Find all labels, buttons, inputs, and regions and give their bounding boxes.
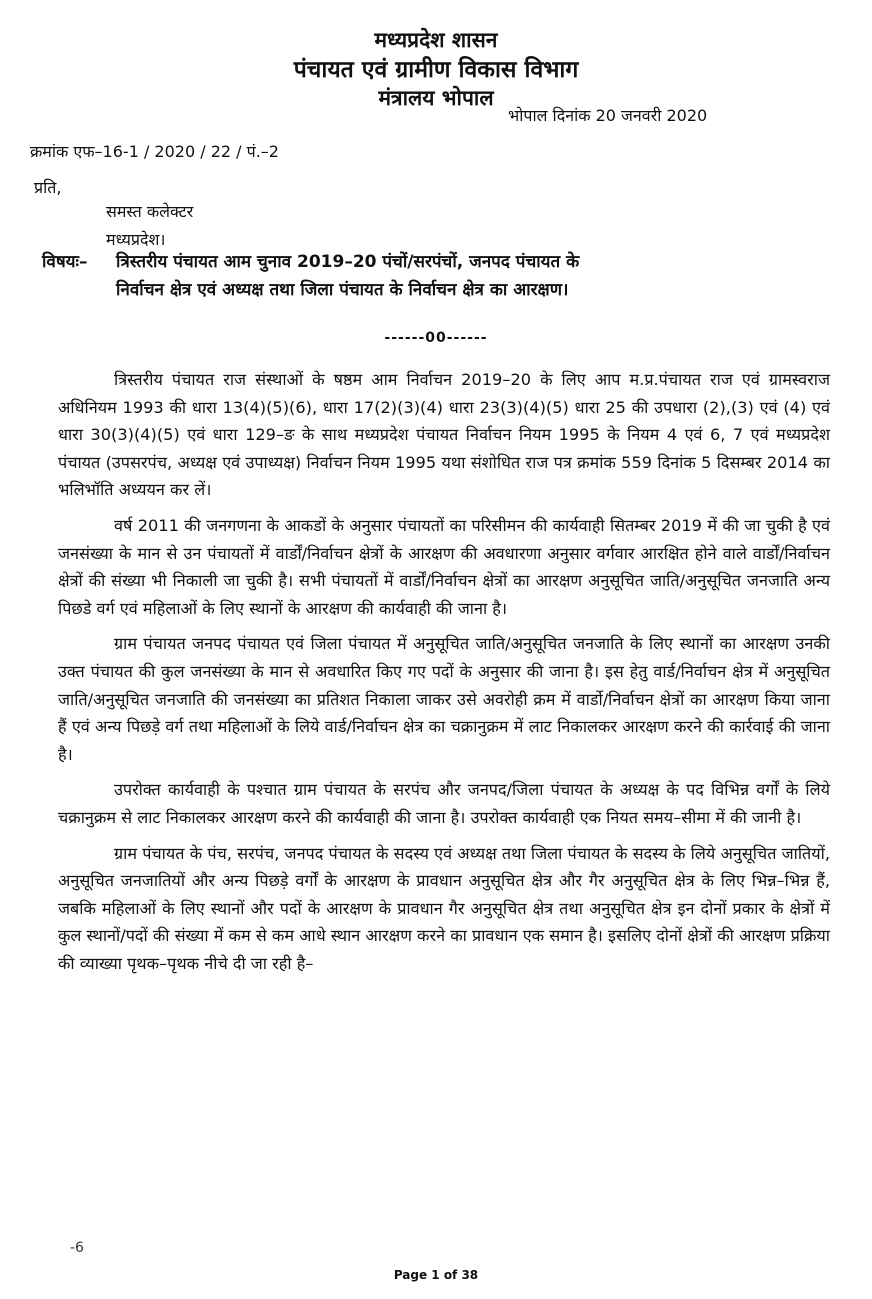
subject-line2: निर्वाचन क्षेत्र एवं अध्यक्ष तथा जिला पंचायत के निर्वाचन क्षेत्र का आरक्षण। (116, 280, 569, 300)
section-divider: ------00------ (384, 330, 488, 346)
govt-heading: मध्यप्रदेश शासन (374, 28, 498, 52)
prati-label: प्रति, (34, 178, 62, 197)
paragraph: ग्राम पंचायत के पंच, सरपंच, जनपद पंचायत के सदस्य एवं अध्यक्ष तथा जिला पंचायत के सदस्य के लिये अनुसूचित जातियों, अनुसूचित जनजातियों और अन्य पिछड़े वर्गों के आरक्षण के प्रावधान अनुसूचित क्षेत्र और गैर अनुसूचित क्षेत्र के लिए भिन्न–भिन्न हैं, जबकि महिलाओं के लिए स्थानों और पदों के आरक्षण के प्रावधान गैर अनुसूचित क्षेत्र तथा अनुसूचित क्षेत्र इन दोनों प्रकार के क्षेत्रों में कुल स्थानों/पदों की संख्या में कम से कम आधे स्थान आरक्षण करने का प्रावधान एक समान है। इसलिए दोनों क्षेत्रों की आरक्षण प्रक्रिया की व्याख्या पृथक–पृथक नीचे दी जा रही है– (58, 843, 830, 973)
issue-date: भोपाल दिनांक 20 जनवरी 2020 (508, 106, 708, 125)
addressee-line2: मध्यप्रदेश। (106, 230, 166, 249)
ministry-heading: मंत्रालय भोपाल (378, 86, 494, 110)
subject-label: विषयः– (42, 252, 88, 272)
initial-mark: -6 (70, 1240, 84, 1256)
paragraph: त्रिस्तरीय पंचायत राज संस्थाओं के षष्ठम आम निर्वाचन 2019–20 के लिए आप म.प्र.पंचायत राज एवं ग्रामस्वराज अधिनियम 1993 की धारा 13(4)(5)(6), धारा 17(2)(3)(4) धारा 23(3)(4)(5) धारा 25 की उपधारा (2),(3) एवं (4) एवं धारा 30(3)(4)(5) एवं धारा 129–ङ के साथ मध्यप्रदेश पंचायत निर्वाचन नियम 1995 के नियम 4 एवं 6, 7 एवं मध्यप्रदेश पंचायत (उपसरपंच, अध्यक्ष एवं उपाध्यक्ष) निर्वाचन नियम 1995 यथा संशोधित राज पत्र क्रमांक 559 दिनांक 5 दिसम्बर 2014 का भलिभॉति अध्ययन कर लें। (58, 370, 830, 500)
reference-number: क्रमांक एफ–16-1 / 2020 / 22 / पं.–2 (30, 142, 279, 161)
paragraph: उपरोक्त कार्यवाही के पश्चात ग्राम पंचायत के सरपंच और जनपद/जिला पंचायत के अध्यक्ष के पद विभिन्न वर्गों के लिये चक्रानुक्रम से लाट निकालकर आरक्षण करने की कार्यवाही की जाना है। उपरोक्त कार्यवाही एक नियत समय–सीमा में की जानी है। (58, 780, 830, 827)
page-number: Page 1 of 38 (393, 1268, 479, 1282)
subject-line1: त्रिस्तरीय पंचायत आम चुनाव 2019–20 पंचों/सरपंचों, जनपद पंचायत के (116, 252, 580, 272)
letter-body (58, 366, 830, 985)
paragraph: वर्ष 2011 की जनगणना के आकडों के अनुसार पंचायतों का परिसीमन की कार्यवाही सितम्बर 2019 में की जा चुकी है एवं जनसंख्या के मान से उन पंचायतों में वार्डों/निर्वाचन क्षेत्रों के आरक्षण की अवधारणा अनुसार वर्गवार आरक्षित होने वाले वार्डों/निर्वाचन क्षेत्रों की संख्या भी निकाली जा चुकी है। सभी पंचायतों में वार्डों/निर्वाचन क्षेत्रों का आरक्षण अनुसूचित जाति/अनुसूचित जनजाति अन्य पिछडे वर्ग एवं महिलाओं के लिए स्थानों के आरक्षण की कार्यवाही की जाना है। (58, 515, 830, 618)
paragraph: ग्राम पंचायत जनपद पंचायत एवं जिला पंचायत में अनुसूचित जाति/अनुसूचित जनजाति के लिए स्थानों का आरक्षण उनकी उक्त पंचायत की कुल जनसंख्या के मान से अवधारित किए गए पदों के अनुसार की जाना है। इस हेतु वार्ड/निर्वाचन क्षेत्र में अनुसूचित जाति/अनुसूचित जनजाति की जनसंख्या का प्रतिशत निकाला जाकर उसे अवरोही क्रम में वार्डो/निर्वाचन क्षेत्रों का आरक्षण किया जाना हैं एवं अन्य पिछड़े वर्ग तथा महिलाओं के लिये वार्ड/निर्वाचन क्षेत्र का चक्रानुक्रम में लाट निकालकर आरक्षण करने की कार्रवाई की जाना है। (58, 634, 830, 764)
addressee-line1: समस्त कलेक्टर (106, 202, 194, 221)
department-heading: पंचायत एवं ग्रामीण विकास विभाग (293, 57, 579, 83)
subject-block (42, 248, 782, 304)
